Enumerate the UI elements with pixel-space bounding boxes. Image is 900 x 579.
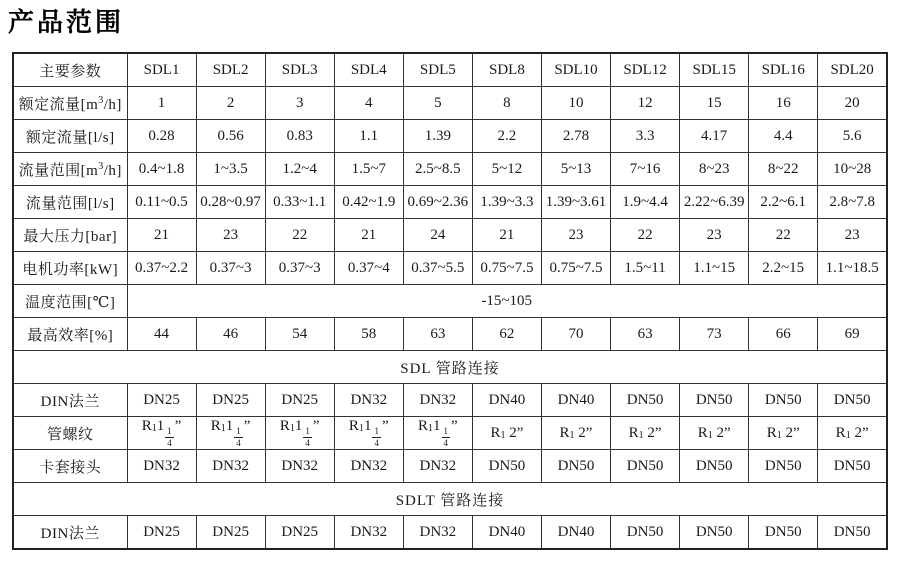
value-cell: 12 [611, 87, 680, 120]
value-cell: 22 [265, 219, 334, 252]
value-cell: 8 [472, 87, 541, 120]
value-cell: 1.39~3.3 [472, 186, 541, 219]
data-row [13, 516, 887, 550]
value-cell: 2.78 [541, 120, 610, 153]
value-cell: DN50 [611, 516, 680, 550]
value-cell: 2.22~6.39 [680, 186, 749, 219]
value-cell: $R_11$ $\frac{1}{4}$ ” [265, 417, 334, 450]
column-header: SDL8 [472, 53, 541, 87]
row-label: 最高效率[%] [13, 318, 127, 351]
column-header: SDL4 [334, 53, 403, 87]
data-row [13, 219, 887, 252]
data-row [13, 318, 887, 351]
value-cell: 0.37~2.2 [127, 252, 196, 285]
value-cell: $R_11$ $\frac{1}{4}$ ” [403, 417, 472, 450]
value-cell: DN50 [611, 450, 680, 483]
row-label: 温度范围[℃] [13, 285, 127, 318]
header-row [13, 53, 887, 87]
value-cell: 0.75~7.5 [472, 252, 541, 285]
value-cell: 58 [334, 318, 403, 351]
row-label: DIN法兰 [13, 384, 127, 417]
value-cell: 5~12 [472, 153, 541, 186]
value-cell: 2 [196, 87, 265, 120]
column-header: SDL1 [127, 53, 196, 87]
value-cell: 0.83 [265, 120, 334, 153]
data-row [13, 252, 887, 285]
value-cell: 44 [127, 318, 196, 351]
column-header: SDL12 [611, 53, 680, 87]
value-cell: DN32 [334, 384, 403, 417]
value-cell: 1 [127, 87, 196, 120]
section-title: SDLT 管路连接 [13, 483, 887, 516]
value-cell: DN50 [472, 450, 541, 483]
value-cell: 8~22 [749, 153, 818, 186]
value-cell: 0.37~4 [334, 252, 403, 285]
value-cell: 21 [334, 219, 403, 252]
value-cell: 20 [818, 87, 887, 120]
value-cell: 2.5~8.5 [403, 153, 472, 186]
row-label: 额定流量$[m^3/h]$ [13, 87, 127, 120]
value-cell: 0.75~7.5 [541, 252, 610, 285]
value-cell: DN32 [334, 516, 403, 550]
value-cell: DN32 [265, 450, 334, 483]
data-row [13, 450, 887, 483]
row-label: DIN法兰 [13, 516, 127, 550]
value-cell: 22 [611, 219, 680, 252]
value-cell: DN25 [265, 516, 334, 550]
value-cell: $R_11$ $\frac{1}{4}$ ” [334, 417, 403, 450]
value-cell: 0.37~3 [196, 252, 265, 285]
data-row [13, 384, 887, 417]
value-cell: DN50 [680, 516, 749, 550]
section-row [13, 351, 887, 384]
row-label: 最大压力[bar] [13, 219, 127, 252]
value-cell: DN32 [403, 516, 472, 550]
value-cell: 3.3 [611, 120, 680, 153]
span-value-cell: -15~105 [127, 285, 887, 318]
value-cell: 2.2~15 [749, 252, 818, 285]
spec-table [12, 52, 888, 550]
value-cell: 70 [541, 318, 610, 351]
value-cell: 0.4~1.8 [127, 153, 196, 186]
value-cell: 8~23 [680, 153, 749, 186]
value-cell: DN32 [196, 450, 265, 483]
value-cell: DN50 [818, 450, 887, 483]
value-cell: DN40 [472, 516, 541, 550]
value-cell: 21 [472, 219, 541, 252]
value-cell: 2.8~7.8 [818, 186, 887, 219]
value-cell: DN40 [541, 516, 610, 550]
row-label: 电机功率[kW] [13, 252, 127, 285]
section-row [13, 483, 887, 516]
value-cell: DN32 [403, 450, 472, 483]
value-cell: 1.5~11 [611, 252, 680, 285]
column-header: SDL10 [541, 53, 610, 87]
column-header: SDL3 [265, 53, 334, 87]
value-cell: DN50 [818, 516, 887, 550]
value-cell: DN50 [818, 384, 887, 417]
corner-header: 主要参数 [13, 53, 127, 87]
value-cell: 63 [611, 318, 680, 351]
column-header: SDL16 [749, 53, 818, 87]
value-cell: DN25 [196, 384, 265, 417]
value-cell: 21 [127, 219, 196, 252]
value-cell: 23 [541, 219, 610, 252]
value-cell: 0.28 [127, 120, 196, 153]
value-cell: 16 [749, 87, 818, 120]
value-cell: 15 [680, 87, 749, 120]
row-label: 额定流量[l/s] [13, 120, 127, 153]
value-cell: 54 [265, 318, 334, 351]
value-cell: 0.28~0.97 [196, 186, 265, 219]
value-cell: DN50 [680, 384, 749, 417]
value-cell: $R_1$ 2” [472, 417, 541, 450]
value-cell: 66 [749, 318, 818, 351]
value-cell: DN50 [680, 450, 749, 483]
data-row [13, 186, 887, 219]
value-cell: DN32 [127, 450, 196, 483]
value-cell: 23 [196, 219, 265, 252]
value-cell: 4 [334, 87, 403, 120]
data-row [13, 87, 887, 120]
value-cell: 1.39~3.61 [541, 186, 610, 219]
value-cell: 0.37~5.5 [403, 252, 472, 285]
value-cell: DN32 [334, 450, 403, 483]
value-cell: 5~13 [541, 153, 610, 186]
value-cell: 22 [749, 219, 818, 252]
column-header: SDL2 [196, 53, 265, 87]
value-cell: 0.11~0.5 [127, 186, 196, 219]
value-cell: $R_1$ 2” [680, 417, 749, 450]
value-cell: 1.5~7 [334, 153, 403, 186]
value-cell: DN50 [611, 384, 680, 417]
value-cell: 23 [680, 219, 749, 252]
value-cell: $R_11$ $\frac{1}{4}$ ” [127, 417, 196, 450]
value-cell: DN25 [127, 384, 196, 417]
value-cell: DN40 [541, 384, 610, 417]
value-cell: 63 [403, 318, 472, 351]
value-cell: 0.56 [196, 120, 265, 153]
value-cell: 1.2~4 [265, 153, 334, 186]
value-cell: 1.1 [334, 120, 403, 153]
value-cell: DN25 [196, 516, 265, 550]
page-title: 产品范围 [8, 7, 125, 37]
value-cell: 1.9~4.4 [611, 186, 680, 219]
value-cell: DN32 [403, 384, 472, 417]
row-label: 流量范围$[m^3/h]$ [13, 153, 127, 186]
value-cell: DN50 [749, 516, 818, 550]
value-cell: 0.37~3 [265, 252, 334, 285]
value-cell: $R_1$ 2” [818, 417, 887, 450]
value-cell: 2.2 [472, 120, 541, 153]
value-cell: 1.1~15 [680, 252, 749, 285]
value-cell: DN50 [749, 450, 818, 483]
value-cell: DN50 [749, 384, 818, 417]
row-label: 卡套接头 [13, 450, 127, 483]
value-cell: 62 [472, 318, 541, 351]
column-header: SDL20 [818, 53, 887, 87]
value-cell: 1.1~18.5 [818, 252, 887, 285]
value-cell: $R_1$ 2” [749, 417, 818, 450]
value-cell: 4.17 [680, 120, 749, 153]
value-cell: 10~28 [818, 153, 887, 186]
value-cell: 2.2~6.1 [749, 186, 818, 219]
value-cell: DN25 [265, 384, 334, 417]
value-cell: 7~16 [611, 153, 680, 186]
value-cell: 1~3.5 [196, 153, 265, 186]
column-header: SDL15 [680, 53, 749, 87]
value-cell: 5.6 [818, 120, 887, 153]
section-title: SDL 管路连接 [13, 351, 887, 384]
value-cell: 24 [403, 219, 472, 252]
value-cell: $R_1$ 2” [611, 417, 680, 450]
value-cell: 23 [818, 219, 887, 252]
data-row [13, 417, 887, 450]
value-cell: 1.39 [403, 120, 472, 153]
value-cell: 10 [541, 87, 610, 120]
value-cell: DN25 [127, 516, 196, 550]
value-cell: 0.33~1.1 [265, 186, 334, 219]
value-cell: 4.4 [749, 120, 818, 153]
value-cell: 46 [196, 318, 265, 351]
value-cell: DN40 [472, 384, 541, 417]
data-row [13, 153, 887, 186]
value-cell: 3 [265, 87, 334, 120]
value-cell: 0.42~1.9 [334, 186, 403, 219]
value-cell: 73 [680, 318, 749, 351]
value-cell: 5 [403, 87, 472, 120]
spec-table-body [13, 53, 887, 549]
data-row [13, 285, 887, 318]
row-label: 流量范围[l/s] [13, 186, 127, 219]
column-header: SDL5 [403, 53, 472, 87]
value-cell: $R_11$ $\frac{1}{4}$ ” [196, 417, 265, 450]
value-cell: 69 [818, 318, 887, 351]
data-row [13, 120, 887, 153]
value-cell: DN50 [541, 450, 610, 483]
value-cell: $R_1$ 2” [541, 417, 610, 450]
value-cell: 0.69~2.36 [403, 186, 472, 219]
row-label: 管螺纹 [13, 417, 127, 450]
